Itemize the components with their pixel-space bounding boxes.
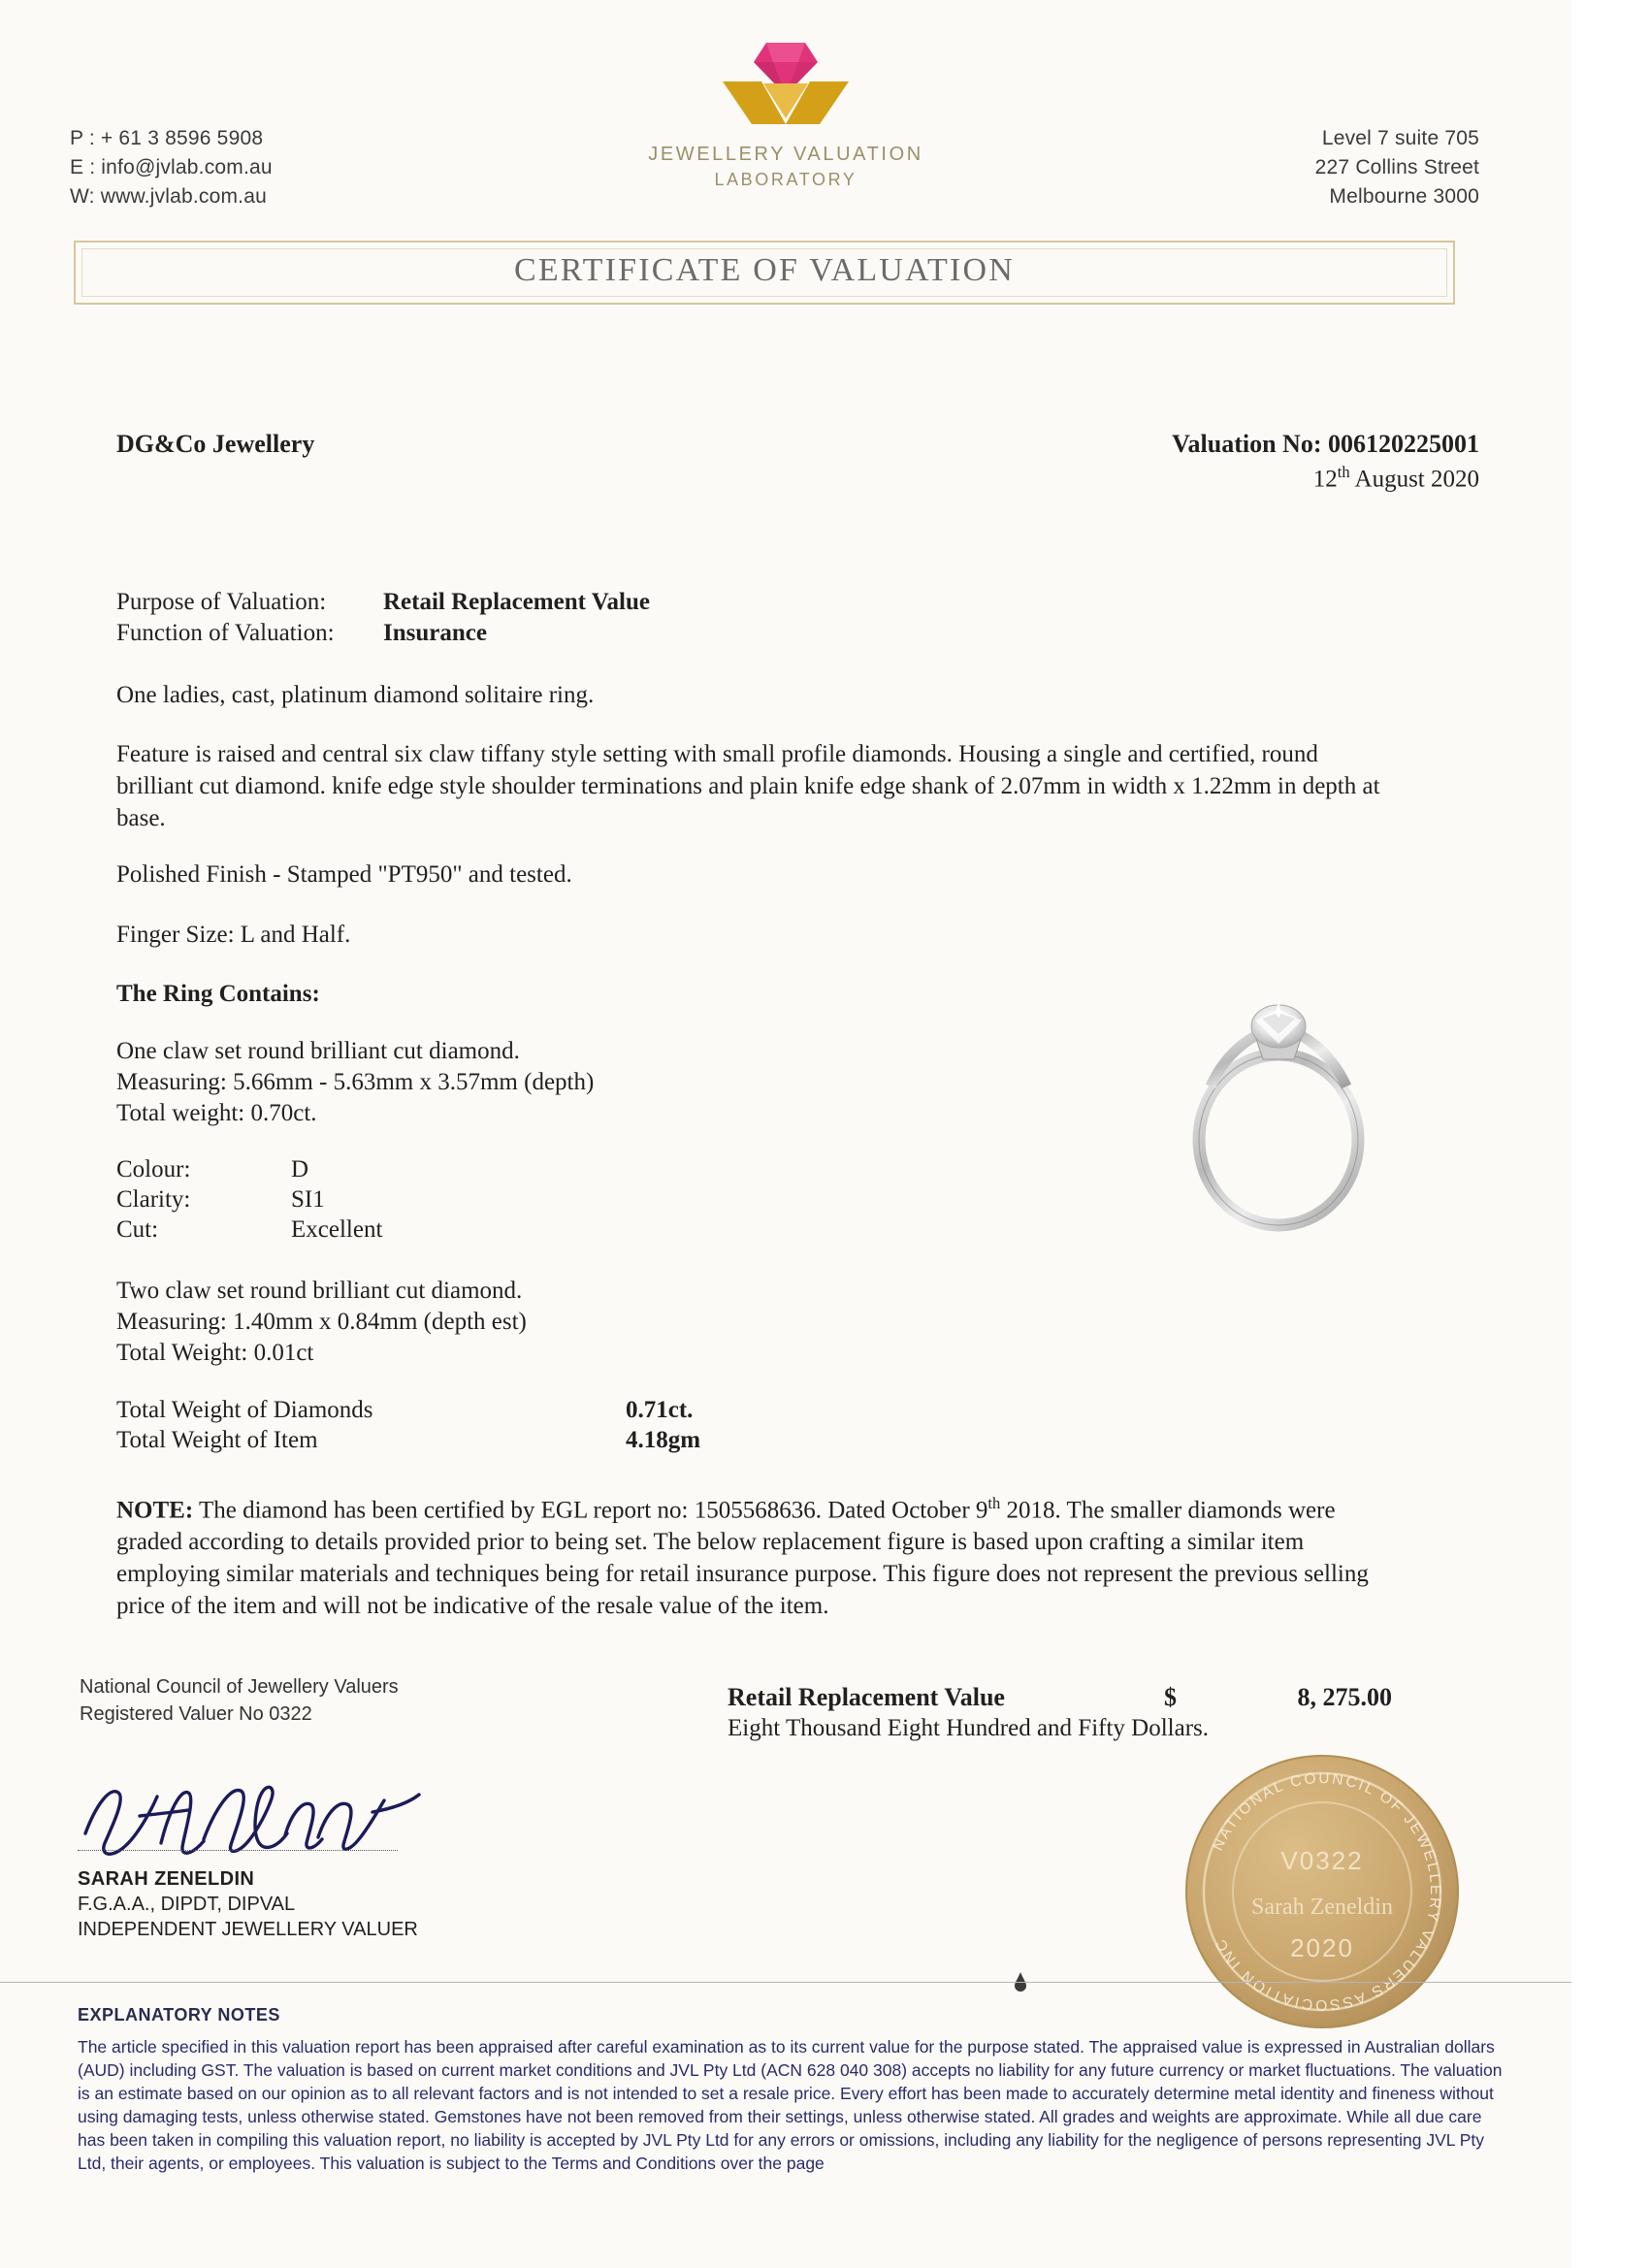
ring-photograph (1135, 970, 1436, 1261)
note-label: NOTE: (116, 1497, 194, 1524)
valuation-number-value: 006120225001 (1328, 430, 1479, 458)
purpose-label: Purpose of Valuation: (116, 589, 327, 615)
note-text-part-2: 2018. The smaller diamonds were graded according to details provided prior to being set. The below replacement figure is based upon crafting a similar item employing similar materials and techniques being for retail insurance purpose. This figure does not represent the previous selling price of the item and will not be indicative of the resale value of the item. (116, 1497, 1369, 1620)
signature-line (78, 1850, 398, 1851)
currency-symbol: $ (1164, 1683, 1177, 1711)
grade-colour-label: Colour: (116, 1156, 191, 1183)
valuation-date-rest: August 2020 (1349, 466, 1479, 493)
stone-1-details (116, 1036, 594, 1129)
address-line-3: Melbourne 3000 (1329, 185, 1479, 208)
seal-ring-text: NATIONAL COUNCIL OF JEWELLERY VALUERS ASSOCIATION INC (1209, 1769, 1444, 2014)
stone-1-line-2: Measuring: 5.66mm - 5.63mm x 3.57mm (depth) (116, 1069, 595, 1095)
valuation-date-day: 12 (1312, 466, 1338, 493)
grade-colour-value: D (291, 1156, 309, 1183)
grade-cut-row (116, 1216, 382, 1244)
client-name: DG&Co Jewellery (116, 430, 315, 458)
seal-name: Sarah Zeneldin (1251, 1895, 1393, 1920)
valuation-date-ordinal: th (1337, 463, 1350, 481)
total-weight-item-row (116, 1427, 700, 1454)
address-line-1: Level 7 suite 705 (1321, 127, 1479, 149)
certificate-title: CERTIFICATE OF VALUATION (513, 252, 1016, 288)
function-value: Insurance (383, 620, 487, 646)
seal-year: 2020 (1290, 1933, 1354, 1962)
item-summary: One ladies, cast, platinum diamond solitaire ring. (116, 682, 595, 708)
page-edge (1571, 0, 1650, 2268)
stone-1-line-1: One claw set round brilliant cut diamond. (116, 1038, 520, 1064)
function-row (116, 620, 487, 647)
notes-divider (0, 1982, 1571, 1983)
certificate-title-band (74, 241, 1455, 305)
retail-replacement-value-amount: 8, 275.00 (1297, 1683, 1392, 1711)
address-details (1315, 124, 1479, 211)
total-weight-item-value: 4.18gm (626, 1427, 701, 1453)
phone-line: P : + 61 3 8596 5908 (70, 127, 264, 149)
handwritten-signature-icon (68, 1754, 475, 1880)
logo-title: JEWELLERY VALUATION (648, 144, 923, 165)
explanatory-notes-title: EXPLANATORY NOTES (78, 2005, 280, 2025)
stone-2-details (116, 1276, 527, 1369)
valuation-number-label: Valuation No: (1172, 430, 1322, 458)
council-line-2: Registered Valuer No 0322 (80, 1703, 312, 1725)
certification-note (116, 1487, 1407, 1622)
explanatory-notes-body: The article specified in this valuation report has been appraised after careful examination as to its current value for the purpose stated. The appraised value is expressed in Australian dollars (AUD) including GST. The valuation is based on current market conditions and JVL Pty Ltd (ACN 628 040 308) accepts no liability for any future currency or market fluctuations. The valuation is an estimate based on our opinion as to all relevant factors and is not intended to set a resale price. Every effort has been made to accurately determine metal identity and fineness without using damaging tests, unless otherwise stated. Gemstones have not been removed from their settings, unless otherwise stated. All grades and weights are approximate. While all due care has been taken in compiling this valuation report, no liability is accepted by JVL Pty Ltd for any errors or omissions, including any liability for the negligence of persons representing JVL Pty Ltd, their agents, or employees. This valuation is subject to the Terms and Conditions over the page (78, 2037, 1503, 2173)
company-logo (582, 35, 989, 190)
grade-cut-value: Excellent (291, 1216, 383, 1243)
grade-colour-row (116, 1156, 308, 1183)
total-weight-item-label: Total Weight of Item (116, 1427, 318, 1453)
grade-clarity-row (116, 1186, 325, 1214)
item-finish: Polished Finish - Stamped "PT950" and tested. (116, 861, 572, 888)
purpose-value: Retail Replacement Value (383, 589, 650, 615)
stone-2-line-2: Measuring: 1.40mm x 0.84mm (depth est) (116, 1309, 527, 1335)
stone-2-line-3: Total Weight: 0.01ct (116, 1340, 314, 1366)
document-header (0, 0, 1571, 243)
logo-subtitle: LABORATORY (714, 170, 857, 189)
council-registration (80, 1673, 399, 1728)
stone-1-line-3: Total weight: 0.70ct. (116, 1100, 317, 1126)
function-label: Function of Valuation: (116, 620, 335, 646)
grade-clarity-label: Clarity: (116, 1186, 191, 1213)
valuation-number (1172, 430, 1479, 459)
value-in-words: Eight Thousand Eight Hundred and Fifty Dollars. (728, 1715, 1210, 1741)
total-weight-diamonds-value: 0.71ct. (626, 1397, 694, 1423)
valuer-name: SARAH ZENELDIN (78, 1868, 255, 1890)
note-ordinal: th (987, 1494, 1001, 1512)
total-weight-diamonds-row (116, 1397, 693, 1424)
contact-details (70, 124, 273, 211)
diamond-gem-icon (713, 35, 858, 132)
seal-number: V0322 (1280, 1846, 1364, 1875)
purpose-row (116, 589, 650, 616)
item-finger-size: Finger Size: L and Half. (116, 922, 351, 948)
retail-replacement-value-label: Retail Replacement Value (728, 1683, 1005, 1711)
valuation-date (1313, 463, 1479, 493)
note-text-part-1: The diamond has been certified by EGL report no: 1505568636. Dated October 9 (193, 1497, 988, 1524)
valuer-title: INDEPENDENT JEWELLERY VALUER (78, 1919, 418, 1940)
stone-2-line-1: Two claw set round brilliant cut diamond. (116, 1278, 523, 1304)
ncjv-gold-seal-icon (1181, 1751, 1463, 2032)
item-feature-description: Feature is raised and central six claw tiffany style setting with small profile diamonds. Housing a single and certified, round brilliant cut diamond. knife edge style shoulder terminations and plain knife edge shank of 2.07mm in width x 1.22mm in depth at base. (116, 741, 1380, 831)
website-line: W: www.jvlab.com.au (70, 185, 267, 208)
valuer-qualifications: F.G.A.A., DIPDT, DIPVAL (78, 1894, 296, 1915)
email-line: E : info@jvlab.com.au (70, 156, 273, 178)
address-line-2: 227 Collins Street (1314, 156, 1479, 178)
official-seal (1181, 1751, 1463, 2032)
solitaire-ring-image (1135, 970, 1436, 1261)
council-line-1: National Council of Jewellery Valuers (80, 1676, 399, 1698)
grade-clarity-value: SI1 (291, 1186, 325, 1213)
total-weight-diamonds-label: Total Weight of Diamonds (116, 1397, 373, 1423)
grade-cut-label: Cut: (116, 1216, 159, 1243)
ring-contains-heading: The Ring Contains: (116, 981, 320, 1007)
